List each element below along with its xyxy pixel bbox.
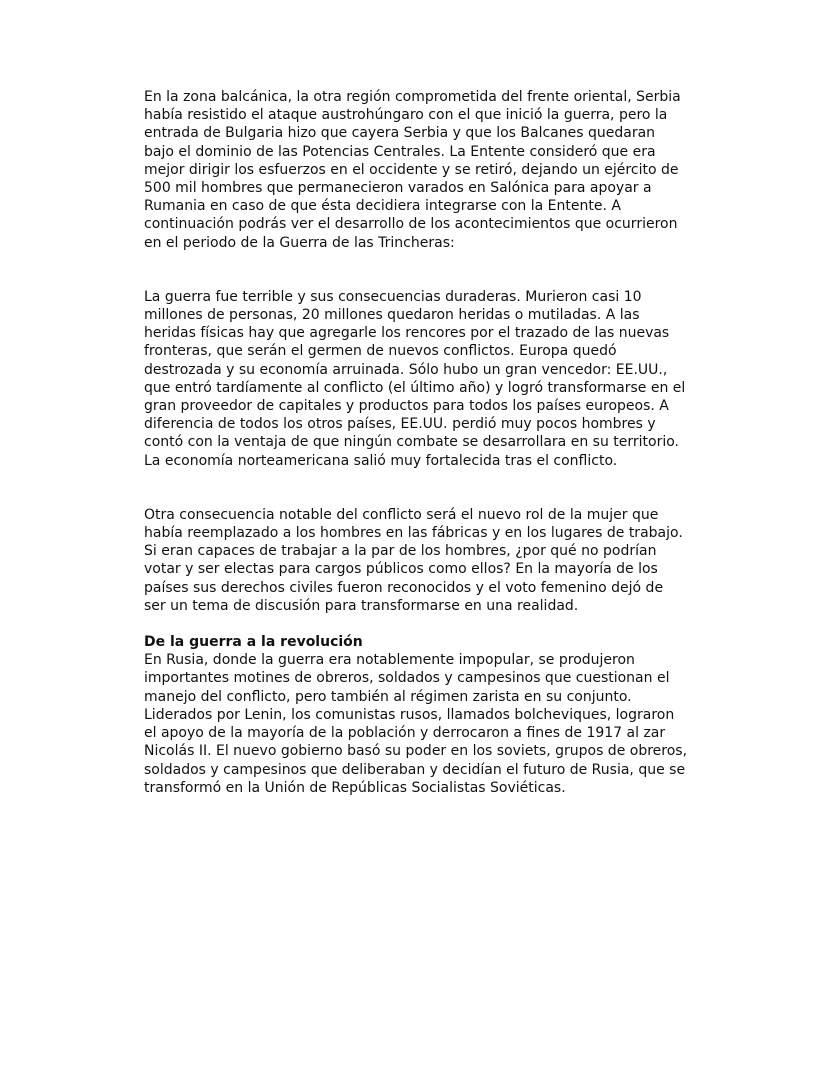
section-heading: De la guerra a la revolución <box>144 634 363 651</box>
paragraph-balkans: En la zona balcánica, la otra región comprometida del frente oriental, Serbia había resistido el ataque austrohúngaro con el que inició la guerra, pero la entrada de Bulgaria hizo que cayera Serbia y que los Balcanes quedaran bajo el dominio de las Potencias Centrales. La Entente consideró que era mejor dirigir los esfuerzos en el occidente y se retiró, dejando un ejército de 500 mil hombres que permanecieron varados en Salónica para apoyar a Rumania en caso de que ésta decidiera integrarse con la Entente. A continuación podrás ver el desarrollo de los acontecimientos que ocurrieron en el periodo de la Guerra de las Trincheras: <box>144 89 681 251</box>
spacer <box>144 470 689 506</box>
spacer <box>144 252 689 288</box>
paragraph-revolution: En Rusia, donde la guerra era notablemente impopular, se produjeron importantes motines de obreros, soldados y campesinos que cuestionan el manejo del conflicto, pero también al régimen zarista en su conjunto. Liderados por Lenin, los comunistas rusos, llamados bolcheviques, lograron el apoyo de la mayoría de la población y derrocaron a fines de 1917 al zar Nicolás II. El nuevo gobierno basó su poder en los soviets, grupos de obreros, soldados y campesinos que deliberaban y decidían el futuro de Rusia, que se transformó en la Unión de Repúblicas Socialistas Soviéticas. <box>144 652 688 796</box>
paragraph-women: Otra consecuencia notable del conflicto será el nuevo rol de la mujer que había reemplazado a los hombres en las fábricas y en los lugares de trabajo. Si eran capaces de trabajar a la par de los hombres, ¿por qué no podrían votar y ser electas para cargos públicos como ellos? En la mayoría de los países sus derechos civiles fueron reconocidos y el voto femenino dejó de ser un tema de discusión para transformarse en una realidad. <box>144 506 683 614</box>
spacer <box>144 615 689 633</box>
document-page <box>144 88 689 797</box>
paragraph-consequences: La guerra fue terrible y sus consecuencias duraderas. Murieron casi 10 millones de personas, 20 millones quedaron heridas o mutiladas. A las heridas físicas hay que agregarle los rencores por el trazado de las nuevas fronteras, que serán el germen de nuevos conflictos. Europa quedó destrozada y su economía arruinada. Sólo hubo un gran vencedor: EE.UU., que entró tardíamente al conflicto (el último año) y logró transformarse en el gran proveedor de capitales y productos para todos los países europeos. A diferencia de todos los otros países, EE.UU. perdió muy pocos hombres y contó con la ventaja de que ningún combate se desarrollara en su territorio. La economía norteamericana salió muy fortalecida tras el conflicto. <box>144 288 686 469</box>
